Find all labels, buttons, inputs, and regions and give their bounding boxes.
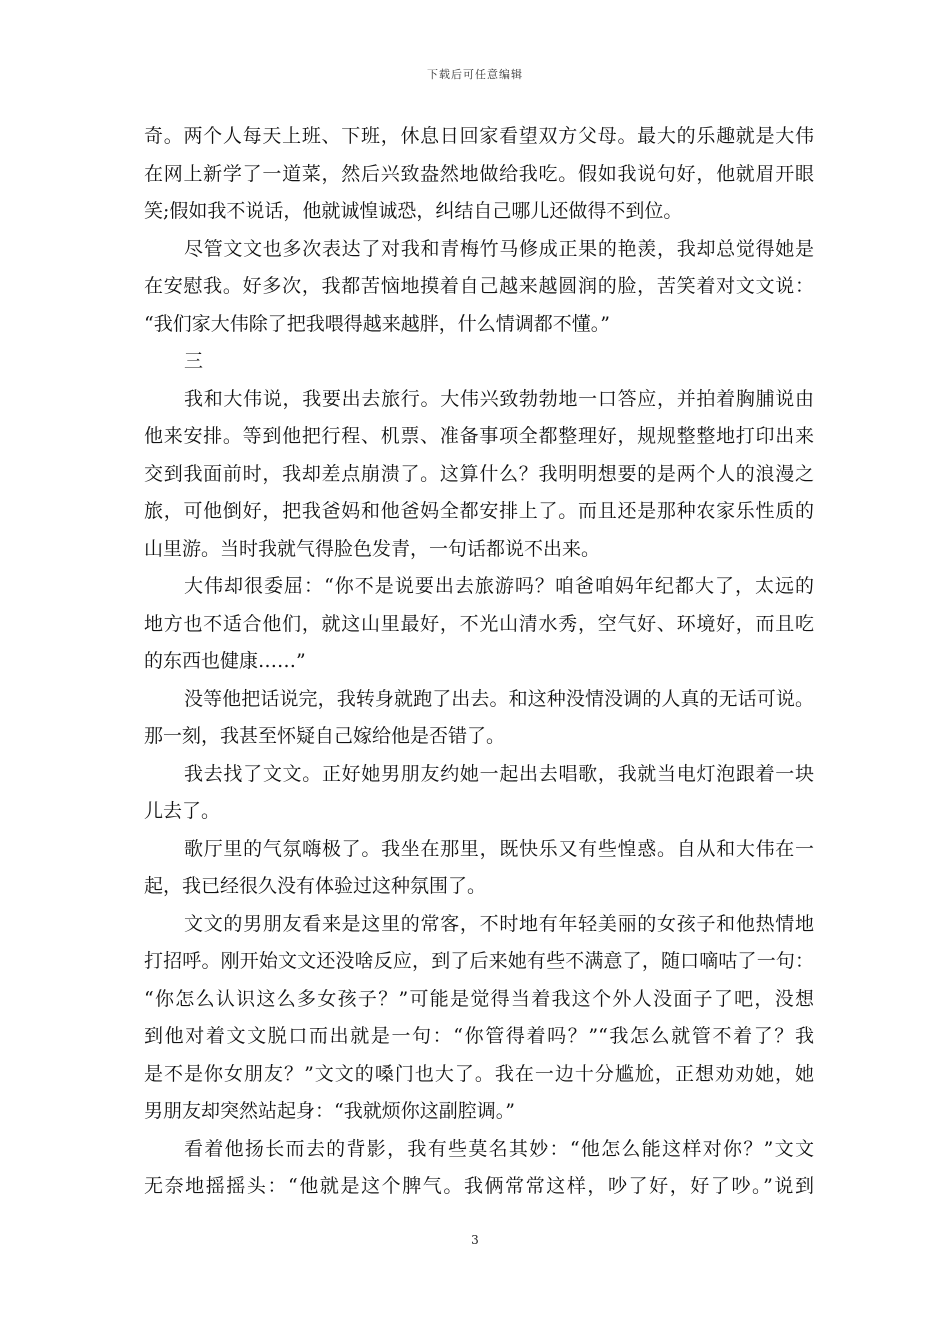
text-line: 到他对着文文脱口而出就是一句：“你管得着吗？”“我怎么就管不着了？我 [144,1025,814,1047]
text-line: 他来安排。等到他把行程、机票、准备事项全都整理好，规规整整地打印出来 [144,425,814,447]
text-line: 文文的男朋友看来是这里的常客，不时地有年轻美丽的女孩子和他热情地 [184,912,814,935]
text-line: “你怎么认识这么多女孩子？”可能是觉得当着我这个外人没面子了吧，没想 [144,987,814,1010]
text-line: 是不是你女朋友？”文文的嗓门也大了。我在一边十分尴尬，正想劝劝她，她 [144,1062,814,1085]
text-line: 在安慰我。好多次，我都苦恼地摸着自己越来越圆润的脸，苦笑着对文文说： [144,275,814,297]
text-line: 儿去了。 [144,800,221,822]
text-line: 打招呼。刚开始文文还没啥反应，到了后来她有些不满意了，随口嘀咕了一句： [144,950,814,972]
text-line: 地方也不适合他们，就这山里最好，不光山清水秀，空气好、环境好，而且吃 [144,612,814,635]
text-line: 那一刻，我甚至怀疑自己嫁给他是否错了。 [144,725,506,747]
document-body [144,118,814,1206]
text-line: 笑;假如我不说话，他就诚惶诚恐，纠结自己哪儿还做得不到位。 [144,200,683,222]
text-line: 旅，可他倒好，把我爸妈和他爸妈全都安排上了。而且还是那种农家乐性质的 [144,500,814,522]
text-line: 起，我已经很久没有体验过这种氛围了。 [144,875,487,897]
text-line: 奇。两个人每天上班、下班，休息日回家看望双方父母。最大的乐趣就是大伟 [144,125,814,147]
text-line: 无奈地摇摇头：“他就是这个脾气。我俩常常这样，吵了好，好了吵。”说到 [144,1175,814,1197]
text-line: 男朋友却突然站起身：“我就烦你这副腔调。” [144,1100,515,1122]
text-line: 歌厅里的气氛嗨极了。我坐在那里，既快乐又有些惶惑。自从和大伟在一 [184,837,814,860]
page-header: 下载后可任意编辑 [427,68,523,81]
text-line: 三 [184,350,204,372]
text-line: “我们家大伟除了把我喂得越来越胖，什么情调都不懂。” [144,312,610,335]
text-line: 大伟却很委屈：“你不是说要出去旅游吗？咱爸咱妈年纪都大了，太远的 [184,575,814,597]
text-line: 没等他把话说完，我转身就跑了出去。和这种没情没调的人真的无话可说。 [184,687,814,710]
text-line: 的东西也健康……” [144,650,306,672]
page-number: 3 [471,1233,479,1247]
text-line: 尽管文文也多次表达了对我和青梅竹马修成正果的艳羡，我却总觉得她是 [184,237,814,260]
text-line: 在网上新学了一道菜，然后兴致盎然地做给我吃。假如我说句好，他就眉开眼 [144,162,814,185]
text-line: 我去找了文文。正好她男朋友约她一起出去唱歌，我就当电灯泡跟着一块 [184,762,814,785]
text-line: 山里游。当时我就气得脸色发青，一句话都说不出来。 [144,537,601,560]
text-line: 看着他扬长而去的背影，我有些莫名其妙：“他怎么能这样对你？”文文 [184,1137,814,1160]
text-line: 我和大伟说，我要出去旅行。大伟兴致勃勃地一口答应，并拍着胸脯说由 [184,387,814,410]
text-line: 交到我面前时，我却差点崩溃了。这算什么？我明明想要的是两个人的浪漫之 [144,462,814,485]
